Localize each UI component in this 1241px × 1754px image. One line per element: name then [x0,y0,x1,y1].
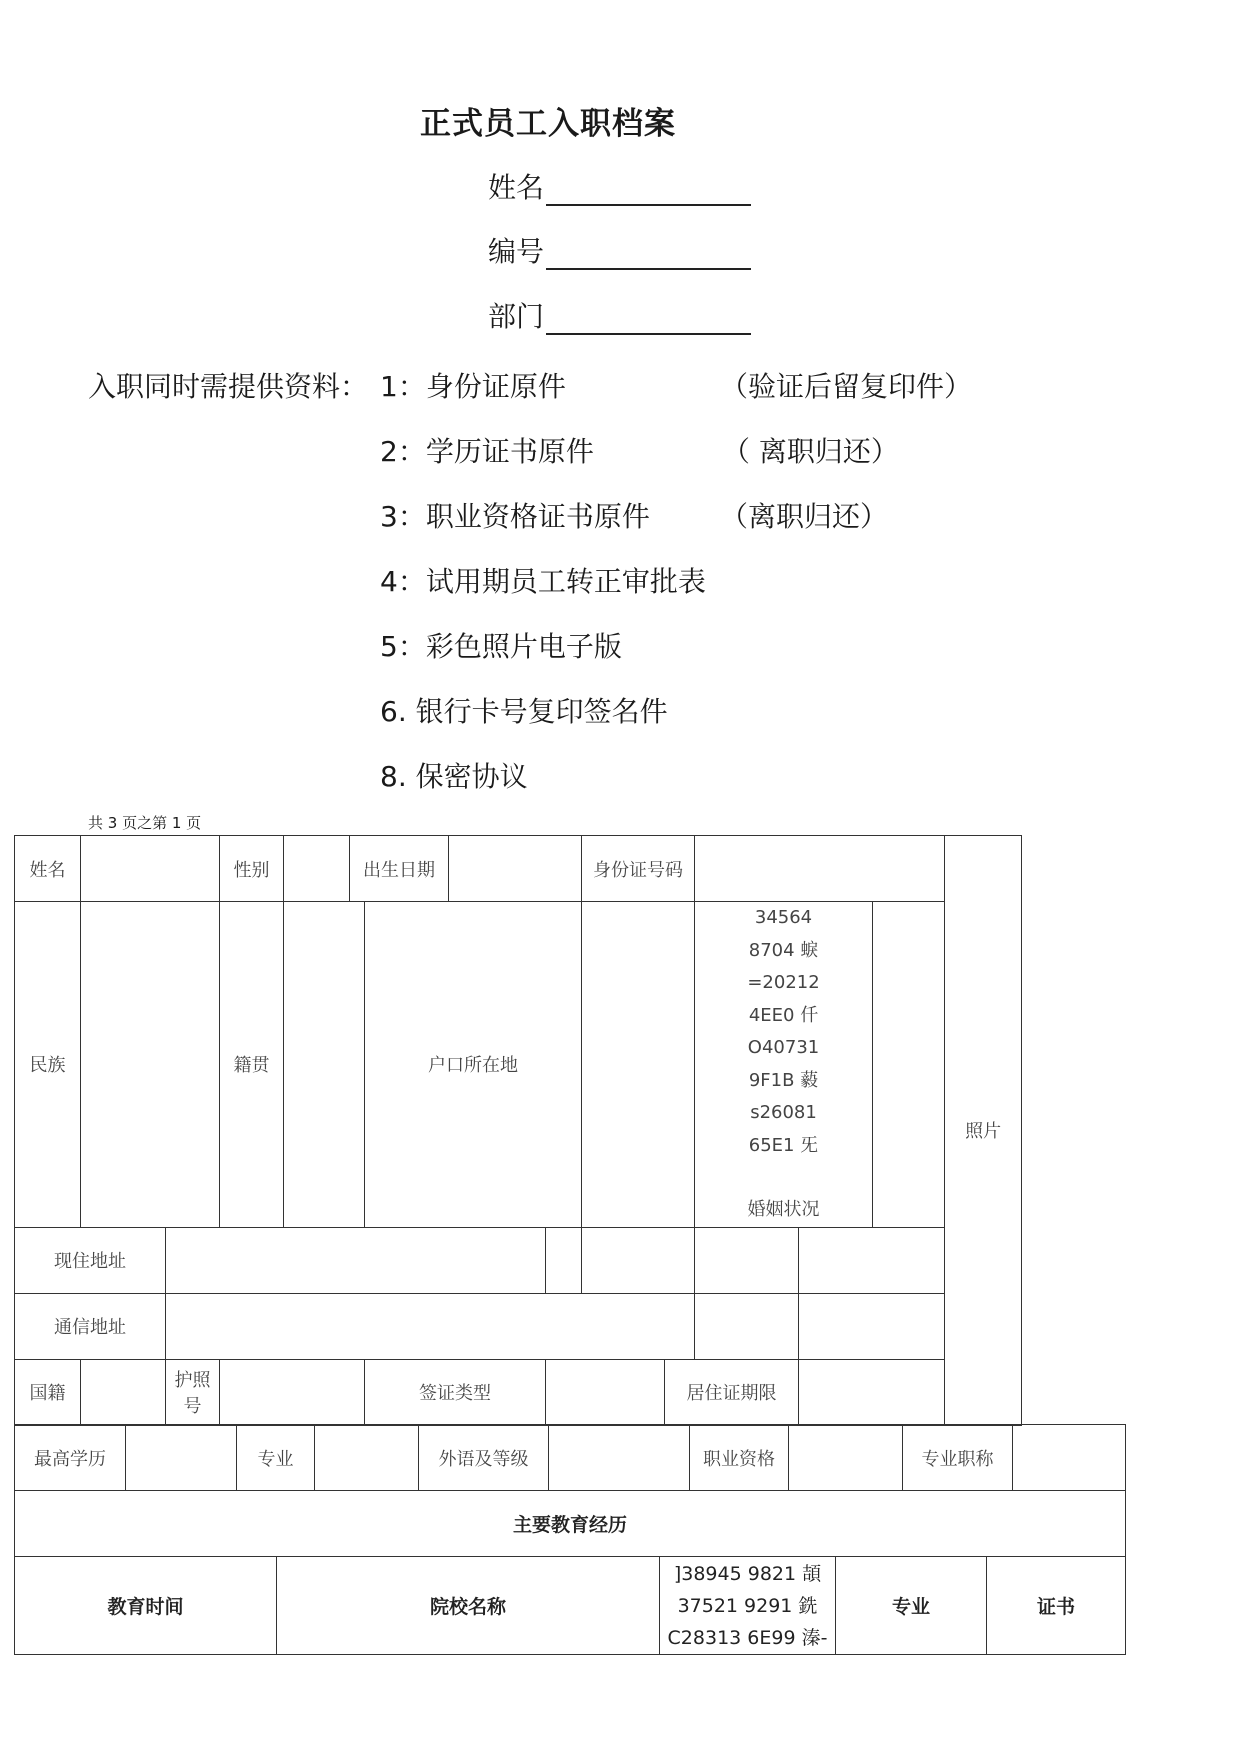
hukou-value[interactable] [582,902,695,1228]
marital-status-label: 婚姻状况 [747,1199,820,1220]
mail-address-extra-1[interactable] [695,1293,799,1359]
id-text-line: 8704 蜧 [748,939,819,961]
certificate-header: 证书 [987,1557,1126,1655]
birth-value[interactable] [449,836,582,902]
nationality-value[interactable] [81,1359,166,1425]
requirement-item: 5：彩色照片电子版 [380,630,622,663]
requirement-item: 4：试用期员工转正审批表 [380,565,706,598]
education-history-header: 主要教育经历 [15,1491,1126,1557]
requirement-note: （离职归还） [720,500,889,533]
current-address-label: 现住地址 [15,1227,166,1293]
professional-title-label: 专业职称 [903,1425,1013,1491]
name-field-label: 姓名 [488,171,545,204]
current-address-extra-3[interactable] [695,1227,799,1293]
education-level-value[interactable] [126,1425,237,1491]
requirement-note: （ 离职归还） [722,435,899,468]
name-value[interactable] [81,836,220,902]
id-text-line: O40731 [747,1037,820,1058]
major-label: 专业 [237,1425,315,1491]
number-field-label: 编号 [488,235,545,268]
gender-value[interactable] [284,836,350,902]
education-mid-cell [660,1557,836,1655]
current-address-value[interactable] [166,1227,546,1293]
visa-type-value[interactable] [546,1359,665,1425]
department-field[interactable] [488,295,751,335]
education-mid-line: 37521 9291 銑 [677,1594,818,1617]
qualification-value[interactable] [789,1425,903,1491]
current-address-extra-4[interactable] [799,1227,1022,1293]
requirement-item: 6. 银行卡号复印签名件 [380,695,668,728]
name-field-line [546,174,751,206]
employee-info-table [14,835,1132,1426]
id-number-label: 身份证号码 [582,836,695,902]
name-field[interactable] [488,166,751,206]
id-text-line: 34564 [754,907,813,928]
id-text-line: =20212 [747,972,820,993]
education-mid-line: C28313 6E99 溱- [667,1626,828,1649]
native-place-label: 籍贯 [220,902,284,1228]
passport-value[interactable] [220,1359,365,1425]
marital-status-value[interactable] [873,902,945,1228]
qualification-table [14,1424,1126,1491]
education-mid-line: ]38945 9821 頡 [673,1562,822,1585]
education-major-header: 专业 [836,1557,987,1655]
mail-address-extra-2[interactable] [799,1293,1022,1359]
mail-address-value[interactable] [166,1293,695,1359]
passport-label: 护照号 [166,1359,220,1425]
requirements-intro: 入职同时需提供资料： [88,370,369,403]
number-field-line [546,238,751,270]
mail-address-label: 通信地址 [15,1293,166,1359]
number-field[interactable] [488,230,751,270]
ethnicity-label: 民族 [15,902,81,1228]
current-address-extra-1[interactable] [546,1227,582,1293]
id-text-line: 9F1B 藙 [748,1069,819,1091]
birth-label: 出生日期 [350,836,449,902]
requirement-item: 1：身份证原件 [380,370,566,403]
qualification-label: 职业资格 [690,1425,789,1491]
residence-period-value[interactable] [799,1359,945,1425]
language-label: 外语及等级 [419,1425,549,1491]
requirement-item: 8. 保密协议 [380,760,528,793]
id-text-line: s26081 [750,1102,817,1123]
department-field-label: 部门 [488,300,545,333]
education-level-label: 最高学历 [15,1425,126,1491]
nationality-label: 国籍 [15,1359,81,1425]
department-field-line [546,303,751,335]
document-title: 正式员工入职档案 [420,106,676,142]
native-place-value[interactable] [284,902,365,1228]
requirement-note: （验证后留复印件） [720,370,973,403]
current-address-extra-2[interactable] [582,1227,695,1293]
marital-status-cell [695,902,873,1228]
page-info: 共 3 页之第 1 页 [88,814,202,832]
language-value[interactable] [549,1425,690,1491]
hukou-label: 户口所在地 [365,902,582,1228]
id-number-value[interactable] [695,836,945,902]
residence-period-label: 居住证期限 [665,1359,799,1425]
requirement-item: 3：职业资格证书原件 [380,500,650,533]
name-label: 姓名 [15,836,81,902]
education-time-header: 教育时间 [15,1557,277,1655]
id-text-line: 4EE0 仟 [748,1004,819,1026]
professional-title-value[interactable] [1013,1425,1126,1491]
major-value[interactable] [315,1425,419,1491]
requirement-item: 2：学历证书原件 [380,435,594,468]
gender-label: 性别 [220,836,284,902]
visa-type-label: 签证类型 [365,1359,546,1425]
education-history-table [14,1490,1126,1655]
id-text-line: 65E1 旡 [748,1134,819,1156]
photo-box[interactable]: 照片 [945,836,1022,1426]
school-name-header: 院校名称 [277,1557,660,1655]
id-text-line [695,1162,872,1194]
ethnicity-value[interactable] [81,902,220,1228]
